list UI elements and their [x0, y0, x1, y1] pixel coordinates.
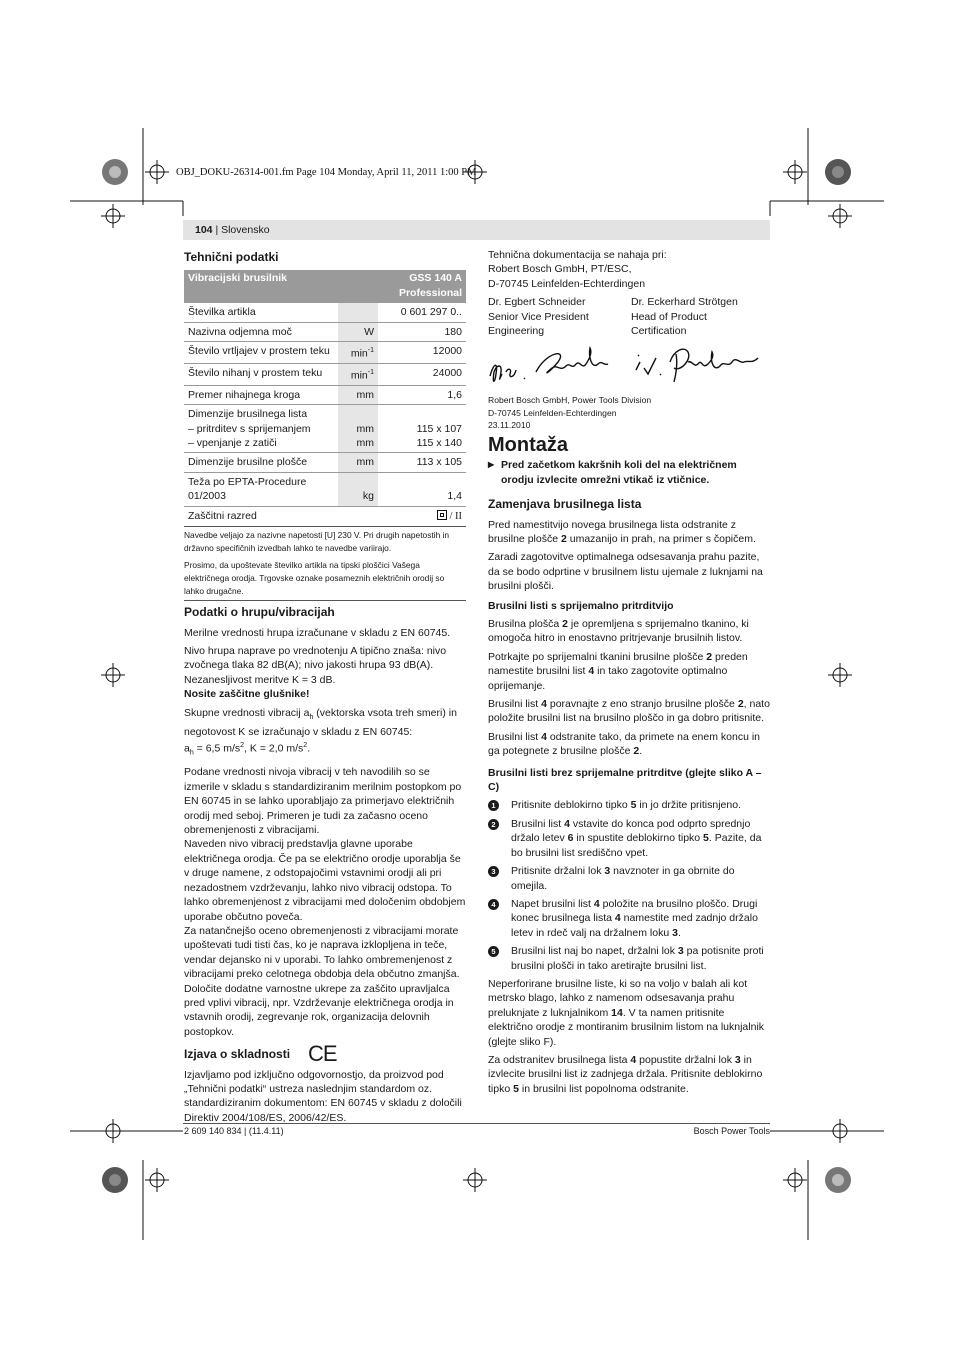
value-line: 1,4	[447, 490, 462, 503]
text: Skupne vrednosti vibracij a	[184, 706, 310, 719]
text: . Pazite, da bo brusilni list središčno vpet.	[511, 832, 762, 859]
text: vstavite do konca pod odprto sprednjo držalo letev	[511, 817, 751, 845]
text: poravnajte z eno stranjo brusilne plošče	[546, 698, 738, 711]
table-row	[184, 405, 466, 453]
doc-line: Tehnična dokumentacija se nahaja pri:	[488, 249, 667, 261]
page-header-separator: |	[212, 224, 222, 236]
arrow-icon: ▶	[488, 460, 495, 470]
text: .	[677, 926, 681, 939]
text: Pritisnite držalni lok	[511, 865, 605, 878]
safety-warning	[488, 458, 770, 487]
table-row	[184, 472, 466, 506]
unit-base: min	[350, 347, 368, 360]
value-line: 115 x 107	[416, 422, 462, 435]
text: je opremljena s sprijemalno tkanino, ki omogoča hitro in enostavno pritrjevanje brusilnih listov.	[488, 618, 749, 645]
conformity-para: Izjavljamo pod izključno odgovornostjo, da proizvod pod „Tehnični podatki“ ustreza naslednjim standardom oz. standardiziranim dokumentom: EN 60745 v skladu z določili Direktiv 2004/108/ES, 2006/42/ES.	[184, 1068, 462, 1124]
text: Neperforirane brusilne liste, ki so na voljo v balah ali kot metrsko blago, lahko z namenom odsesavanja prahu preluknjate z luknjalnikom	[488, 977, 748, 1019]
ref-number: 4	[588, 665, 595, 678]
list-item	[488, 897, 770, 940]
signatory-title: Certification	[631, 325, 687, 338]
ref-number: 5	[630, 799, 637, 812]
row-label: Nazivna odjemna moč	[184, 322, 338, 341]
protection-class-value: / II	[449, 510, 462, 522]
row-value: 1,6	[378, 385, 466, 404]
left-column	[184, 248, 466, 1129]
signatory-name: Dr. Eckerhard Strötgen	[631, 296, 738, 309]
noise-para-1: Merilne vrednosti hrupa izračunane v skladu z EN 60745.	[184, 626, 451, 639]
right-column	[488, 248, 770, 1100]
page-header-bar	[183, 220, 770, 240]
unit-exponent: -1	[367, 368, 374, 376]
ref-number: 4	[541, 698, 547, 711]
replace-heading: Zamenjava brusilnega lista	[488, 497, 642, 512]
table-row	[184, 453, 466, 472]
row-label-line: Teža po EPTA-Procedure	[188, 475, 307, 488]
ref-number: 4	[564, 817, 570, 830]
table-note-article: Prosimo, da upoštevate številko artikla na tipski ploščici Vašega električnega orodja. Trgovske oznake posameznih električnih orodij so lahko drugačne.	[184, 560, 445, 597]
step-number-icon: 5	[488, 946, 499, 957]
row-label: Številka artikla	[184, 303, 338, 322]
row-value	[378, 405, 466, 453]
superscript: 2	[240, 742, 245, 750]
row-label-line: 01/2003	[188, 490, 226, 503]
row-label: Število vrtljajev v prostem teku	[184, 342, 338, 364]
unit-line: kg	[362, 490, 374, 503]
text: Brusilni list	[488, 698, 542, 711]
text: Potrkajte po sprijemalni tkanini brusilne plošče	[488, 650, 707, 663]
row-unit	[338, 506, 378, 526]
footer-doc-number: 2 609 140 834 | (11.4.11)	[184, 1126, 284, 1136]
step-number-icon: 1	[488, 800, 499, 811]
list-item	[488, 944, 770, 973]
text: Brusilna plošča	[488, 618, 563, 630]
text: in brusilni list popolnoma odstranite.	[518, 1082, 689, 1095]
text: položite na brusilno ploščo. Drugi konec brusilnega lista	[511, 897, 758, 925]
text: pa potisnite proti brusilni plošči in tako aretirajte brusilni list.	[511, 945, 764, 972]
row-unit	[338, 405, 378, 453]
signatory-title: Engineering	[488, 325, 545, 338]
text: Pritisnite deblokirno tipko	[511, 799, 631, 812]
address-line: Robert Bosch GmbH, Power Tools Division	[488, 395, 652, 406]
row-unit	[338, 342, 378, 364]
text: . V ta namen pritisnite električno orodje z montiranim brusilnim listom na luknjalnik (glejte sliko F).	[488, 1006, 765, 1048]
ref-number: 3	[604, 865, 611, 878]
ref-number: 2	[633, 745, 640, 758]
row-value: 0 601 297 0..	[378, 303, 466, 322]
text: (vektorska vsota treh smeri) in negotovost K se izračunajo v skladu z EN 60745:	[184, 706, 457, 739]
page-language: Slovensko	[221, 224, 270, 236]
model-name: GSS 140 A	[409, 272, 462, 285]
row-unit	[338, 363, 378, 385]
ref-number: 4	[614, 912, 621, 925]
row-unit: mm	[338, 385, 378, 404]
vibration-para-1	[184, 706, 466, 762]
row-label-line: – vpenjanje z zatiči	[188, 437, 277, 450]
row-value: 180	[378, 322, 466, 341]
row-unit	[338, 472, 378, 506]
text: in izvlecite brusilni list iz zadnjega držala. Pritisnite deblokirno tipko	[488, 1053, 763, 1095]
text: in jo držite pritisnjeno.	[636, 799, 741, 812]
table-row	[184, 322, 466, 341]
list-item	[488, 817, 770, 860]
row-label: Dimenzije brusilne plošče	[184, 453, 338, 472]
row-value	[378, 472, 466, 506]
list-item	[488, 864, 770, 893]
file-header: OBJ_DOKU-26314-001.fm Page 104 Monday, April 11, 2011 1:00 PM	[176, 167, 477, 178]
row-value: 24000	[378, 363, 466, 385]
signatures-image	[488, 342, 770, 392]
signatory-2	[631, 295, 738, 338]
text: .	[307, 742, 311, 755]
row-label: Zaščitni razred	[184, 506, 338, 526]
text: namestite med zadnjo držalo letev in rdeč valj na držalnem loku	[511, 912, 758, 939]
velcro-para-3	[488, 697, 770, 726]
footer-brand: Bosch Power Tools	[693, 1126, 770, 1136]
step-number-icon: 2	[488, 819, 499, 830]
ref-number: 3	[734, 1053, 741, 1066]
text: Brusilni list	[511, 817, 565, 830]
text: umazanijo in prah, na primer s čopičem.	[566, 532, 756, 545]
conformity-title: Izjava o skladnosti	[184, 1047, 291, 1062]
tech-data-table	[184, 270, 466, 527]
velcro-para-1	[488, 617, 770, 646]
ref-number: 2	[562, 618, 568, 630]
model-line: Professional	[398, 286, 462, 299]
text: navznoter in ga obrnite do omejila.	[511, 865, 735, 892]
replace-para-1	[488, 518, 770, 547]
ear-protection-warning: Nosite zaščitne glušnike!	[184, 688, 310, 701]
row-unit	[338, 303, 378, 322]
row-label	[184, 472, 338, 506]
noclamp-heading: Brusilni listi brez sprijemalne pritrditve (glejte sliko A – C)	[488, 766, 762, 794]
ref-number: 6	[567, 832, 574, 845]
protection-class-icon	[437, 510, 447, 520]
vibration-para-4: Za natančnejšo oceno obremenjenosti z vibracijami morate upoštevati tudi tisti čas, ko je naprava izklopljena in teče, vendar dejansko ni v uporabi. To lahko ombremenjenost z vibracijami preko celotnega obdobja dela občutno zmanjša. Določite dodatne varnostne ukrepe za zaščito upravljalca pred vplivi vibracij, npr. Vzdrževanje električnega orodja in vstavnih orodij, zegrevanje rok, organizacija delovnih postopkov.	[184, 924, 460, 1038]
address-line: D-70745 Leinfelden-Echterdingen	[488, 407, 617, 418]
step-number-icon: 4	[488, 899, 499, 910]
table-head-model	[378, 270, 466, 303]
superscript: 2	[303, 742, 308, 750]
warning-text: Pred začetkom kakršnih koli del na električnem orodju izvlecite omrežni vtikač iz vtičnice.	[501, 459, 737, 486]
clamp-steps-list	[488, 798, 770, 972]
signatory-title: Head of Product	[631, 310, 707, 323]
row-label-line: – pritrditev s sprijemanjem	[188, 422, 311, 435]
ref-number: 5	[703, 832, 709, 845]
text: Brusilni list	[488, 730, 542, 743]
table-row	[184, 506, 466, 526]
noise-para-2: Nivo hrupa naprave po vrednotenju A tipično znaša: nivo zvočnega tlaka 82 dB(A); nivo jakosti hrupa 93 dB(A). Nezanesljivost meritve K = 3 dB.	[184, 644, 447, 686]
text: a	[184, 742, 190, 755]
signatory-title: Senior Vice President	[488, 310, 589, 323]
velcro-para-2	[488, 650, 770, 693]
vibration-para-3: Naveden nivo vibracij predstavlja glavne uporabe električnega orodja. Če pa se električno orodje uporablja še v druge namene, z odstopajočimi vstavnimi orodji ali pri nezadostnem vzdrževanju, lahko nivo vibracij odstopa. To lahko obremenjenost z vibracijami med določenim obdobjem uporabe občutno poveča.	[184, 838, 466, 923]
table-row	[184, 385, 466, 404]
row-unit: mm	[338, 453, 378, 472]
unit-line: mm	[356, 437, 374, 450]
row-label: Število nihanj v prostem teku	[184, 363, 338, 385]
ref-number: 2	[560, 532, 567, 545]
ref-number: 3	[672, 926, 678, 939]
ref-number: 5	[513, 1082, 519, 1095]
text: Pred namestitvijo novega brusilnega lista odstranite z brusilne plošče	[488, 518, 737, 545]
doc-line: D-70745 Leinfelden-Echterdingen	[488, 277, 646, 290]
value-line: 115 x 140	[416, 437, 462, 450]
row-value	[378, 506, 466, 526]
assembly-heading: Montaža	[488, 433, 568, 456]
section-divider	[184, 600, 466, 601]
signatories	[488, 295, 770, 338]
velcro-heading: Brusilni listi s sprijemalno pritrditvijo	[488, 599, 674, 612]
tech-doc-location	[488, 248, 770, 291]
row-label	[184, 405, 338, 453]
step-number-icon: 3	[488, 866, 499, 877]
list-item	[488, 798, 770, 812]
ref-number: 4	[541, 730, 547, 743]
row-label: Premer nihajnega kroga	[184, 385, 338, 404]
ref-number: 2	[737, 698, 744, 711]
text: , nato položite brusilni list na brusilno ploščo in ga dobro pritisnite.	[488, 698, 770, 725]
page-number: 104	[195, 224, 213, 236]
vibration-para-2: Podane vrednosti nivoja vibracij v teh navodilih so se izmerile v skladu s standardiziranim merilnim postopkom po EN 60745 in se lahko uporabljajo za primerjavo električnih orodij med seboj. Primeren je tudi za začasno oceno obremenjenosti z vibracijami.	[184, 766, 462, 837]
footer-rule	[183, 1123, 770, 1124]
unit-exponent: -1	[367, 347, 374, 355]
table-header-row	[184, 270, 466, 303]
address-date: 23.11.2010	[488, 420, 531, 431]
text: Napet brusilni list	[511, 897, 594, 910]
subscript: h	[189, 750, 194, 758]
unit-line: mm	[356, 422, 374, 435]
ref-number: 14	[611, 1006, 623, 1019]
row-value: 113 x 105	[378, 453, 466, 472]
row-value: 12000	[378, 342, 466, 364]
table-row	[184, 363, 466, 385]
text: popustite držalni lok	[636, 1053, 735, 1066]
signatory-1	[488, 295, 631, 338]
ref-number: 4	[630, 1053, 637, 1066]
ref-number: 4	[593, 897, 600, 910]
text: , K = 2,0 m/s	[244, 742, 304, 755]
text: in tako zagotovite optimalno oprijemanje.	[488, 665, 728, 692]
replace-para-2: Zaradi zagotovitve optimalnega odsesavanja prahu pazite, da se bodo odprtine v brusilnem listu ujemale z luknjami na brusilni plošči.	[488, 551, 763, 593]
ref-number: 3	[677, 945, 684, 958]
ce-mark-icon: CE	[308, 1041, 337, 1067]
text: Za odstranitev brusilnega lista	[488, 1053, 631, 1066]
table-row	[184, 303, 466, 322]
text: = 6,5 m/s	[193, 742, 241, 755]
text: preden namestite brusilni list	[488, 650, 748, 678]
perforate-para	[488, 977, 770, 1049]
doc-line: Robert Bosch GmbH, PT/ESC,	[488, 263, 632, 276]
removal-para	[488, 1053, 770, 1096]
text: in spustite deblokirno tipko	[573, 832, 704, 845]
text: .	[639, 745, 643, 758]
table-row	[184, 342, 466, 364]
noise-heading: Podatki o hrupu/vibracijah	[184, 605, 335, 620]
signatory-name: Dr. Egbert Schneider	[488, 296, 586, 309]
text: odstranite tako, da primete na enem koncu in ga potegnete z brusilne plošče	[488, 730, 760, 758]
row-label-line: Dimenzije brusilnega lista	[188, 408, 308, 421]
unit-base: min	[350, 369, 368, 382]
velcro-para-4	[488, 730, 770, 759]
text: Brusilni list naj bo napet, držalni lok	[511, 945, 678, 958]
company-address	[488, 394, 770, 432]
table-head-product: Vibracijski brusilnik	[184, 270, 378, 303]
tech-data-heading: Tehnični podatki	[184, 250, 279, 264]
row-unit: W	[338, 322, 378, 341]
conformity-heading	[184, 1041, 466, 1067]
ref-number: 2	[706, 650, 713, 663]
table-note-voltage: Navedbe veljajo za nazivne napetosti [U] 230 V. Pri drugih napetostih in državno specifičnih izvedbah lahko te navedbe variirajo.	[184, 530, 450, 554]
subscript: h	[309, 713, 314, 721]
